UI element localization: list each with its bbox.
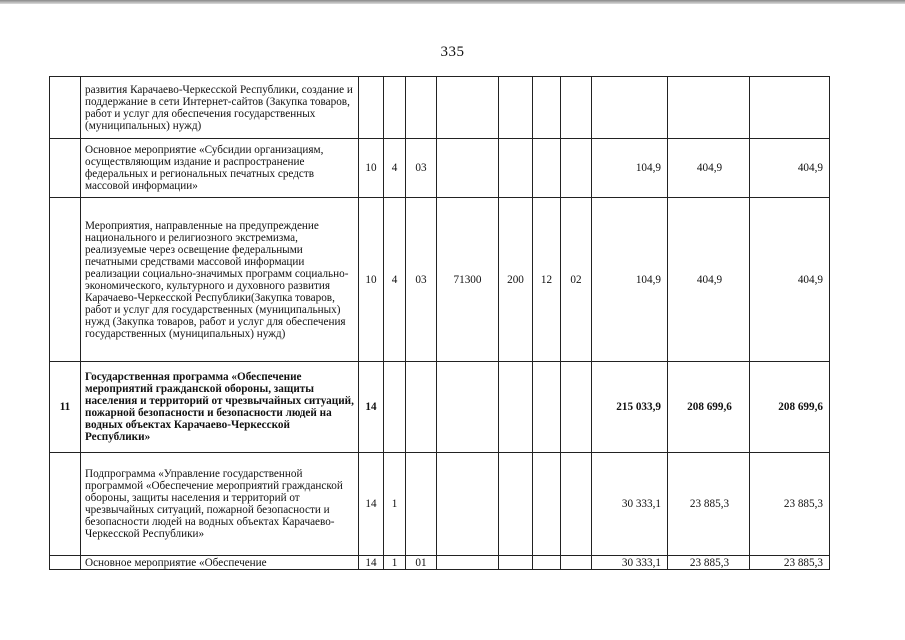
table-row: [50, 198, 830, 362]
row-number: [50, 556, 81, 570]
code-extra-2: [561, 77, 592, 139]
code-extra-2: [561, 556, 592, 570]
code-target: [437, 453, 499, 556]
row-number: [50, 139, 81, 198]
code-target: [437, 139, 499, 198]
amount-year-1: 104,9: [592, 198, 668, 362]
code-section: 14: [359, 362, 384, 453]
row-description: Основное мероприятие «Обеспечение: [81, 556, 359, 570]
code-extra-1: [533, 362, 561, 453]
code-extra-1: [533, 556, 561, 570]
code-program: 01: [406, 556, 437, 570]
row-description: Подпрограмма «Управление государственной программой «Обеспечение мероприятий гражданской обороны, защиты населения и территорий от чрезвычайных ситуаций, пожарной безопасности и безопасности людей на водных объектах Карачаево-Черкесской Республики»: [81, 453, 359, 556]
table-row: [50, 453, 830, 556]
code-expense-type: [499, 556, 533, 570]
code-target: [437, 77, 499, 139]
row-description: Мероприятия, направленные на предупреждение национального и религиозного экстремизма, реализуемые через освещение федеральными печатными средствами массовой информации реализации социально-значимых программ социально-экономического, культурного и духовного развития Карачаево-Черкесской Республики(Закупка товаров, работ и услуг для государственных (муниципальных) нужд (Закупка товаров, работ и услуг для обеспечения государственных (муниципальных) нужд): [81, 198, 359, 362]
amount-year-3: 23 885,3: [750, 556, 830, 570]
code-expense-type: [499, 362, 533, 453]
amount-year-2: 404,9: [668, 198, 750, 362]
code-program: [406, 453, 437, 556]
code-subsection: 4: [384, 139, 406, 198]
row-description: Государственная программа «Обеспечение мероприятий гражданской обороны, защиты населения и территорий от чрезвычайных ситуаций, пожарной безопасности и безопасности людей на водных объектах Карачаево-Черкесской Республики»: [81, 362, 359, 453]
code-extra-2: [561, 139, 592, 198]
row-number: 11: [50, 362, 81, 453]
amount-year-2: 23 885,3: [668, 556, 750, 570]
table-row: [50, 77, 830, 139]
code-expense-type: [499, 139, 533, 198]
amount-year-2: 208 699,6: [668, 362, 750, 453]
code-section: [359, 77, 384, 139]
code-section: 10: [359, 139, 384, 198]
code-program: [406, 362, 437, 453]
amount-year-3: 23 885,3: [750, 453, 830, 556]
code-program: [406, 77, 437, 139]
code-subsection: 1: [384, 556, 406, 570]
code-expense-type: 200: [499, 198, 533, 362]
code-subsection: [384, 362, 406, 453]
code-program: 03: [406, 198, 437, 362]
amount-year-1: 30 333,1: [592, 453, 668, 556]
code-extra-2: [561, 362, 592, 453]
amount-year-1: [592, 77, 668, 139]
amount-year-1: 104,9: [592, 139, 668, 198]
code-extra-1: [533, 453, 561, 556]
code-target: [437, 362, 499, 453]
amount-year-3: 404,9: [750, 198, 830, 362]
amount-year-1: 215 033,9: [592, 362, 668, 453]
budget-table: [49, 76, 830, 570]
code-extra-2: 02: [561, 198, 592, 362]
row-description: развития Карачаево-Черкесской Республики, создание и поддержание в сети Интернет-сайтов (Закупка товаров, работ и услуг для обеспечения государственных (муниципальных) нужд): [81, 77, 359, 139]
code-section: 14: [359, 453, 384, 556]
code-subsection: 1: [384, 453, 406, 556]
row-number: [50, 198, 81, 362]
row-number: [50, 77, 81, 139]
table-row: [50, 139, 830, 198]
code-section: 14: [359, 556, 384, 570]
code-extra-1: [533, 77, 561, 139]
amount-year-2: [668, 77, 750, 139]
row-description: Основное мероприятие «Субсидии организациям, осуществляющим издание и распространение федеральных и региональных печатных средств массовой информации»: [81, 139, 359, 198]
row-number: [50, 453, 81, 556]
code-subsection: 4: [384, 198, 406, 362]
code-extra-1: [533, 139, 561, 198]
code-expense-type: [499, 453, 533, 556]
code-target: 71300: [437, 198, 499, 362]
code-target: [437, 556, 499, 570]
amount-year-3: [750, 77, 830, 139]
amount-year-1: 30 333,1: [592, 556, 668, 570]
amount-year-2: 404,9: [668, 139, 750, 198]
amount-year-3: 404,9: [750, 139, 830, 198]
code-program: 03: [406, 139, 437, 198]
code-subsection: [384, 77, 406, 139]
table-row: [50, 362, 830, 453]
amount-year-3: 208 699,6: [750, 362, 830, 453]
code-expense-type: [499, 77, 533, 139]
code-extra-1: 12: [533, 198, 561, 362]
amount-year-2: 23 885,3: [668, 453, 750, 556]
code-extra-2: [561, 453, 592, 556]
table-row: [50, 556, 830, 570]
scan-top-edge: [0, 0, 905, 4]
page-number: 335: [440, 44, 465, 60]
code-section: 10: [359, 198, 384, 362]
